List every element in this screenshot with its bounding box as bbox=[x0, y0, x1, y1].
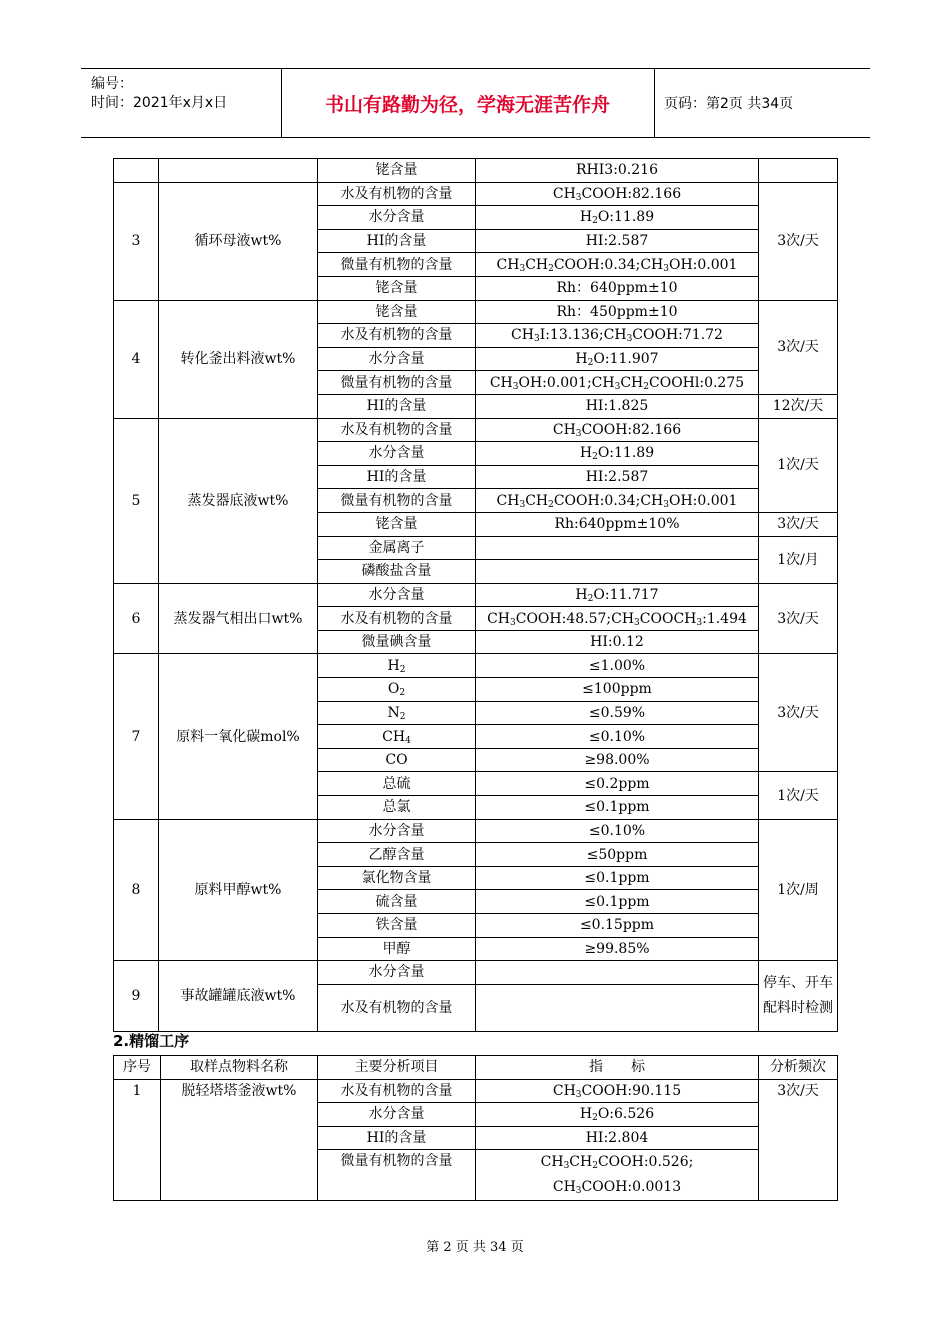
spec-cell: HI:1.825 bbox=[476, 394, 759, 418]
section-title: 2.精馏工序 bbox=[113, 1032, 190, 1050]
spec-cell: $CH_3COOH:48.57;CH_3COOCH_3:1.494$ bbox=[476, 607, 759, 631]
table-row bbox=[114, 418, 838, 442]
header-meta bbox=[81, 69, 282, 137]
frequency-cell: 3次/天 bbox=[759, 512, 838, 536]
spec-cell bbox=[476, 560, 759, 584]
item-cell: 水及有机物的含量 bbox=[318, 418, 476, 442]
table-row bbox=[114, 583, 838, 607]
row-number: 9 bbox=[114, 961, 159, 1032]
sample-name: 脱轻塔塔釜液wt% bbox=[161, 1079, 318, 1201]
item-cell: 水及有机物的含量 bbox=[318, 1079, 476, 1103]
item-cell: 微量有机物的含量 bbox=[318, 371, 476, 395]
item-cell: $N_2$ bbox=[318, 701, 476, 725]
spec-cell: $CH_3OH:0.001;CH_3CH_2COOHl:0.275$ bbox=[476, 371, 759, 395]
spec-cell: $H_2O:6.526$ bbox=[476, 1103, 759, 1127]
spec-cell: $CH_3I:13.136;CH_3COOH:71.72$ bbox=[476, 324, 759, 348]
item-cell: 水分含量 bbox=[318, 1103, 476, 1127]
frequency-cell: 12次/天 bbox=[759, 394, 838, 418]
table-row bbox=[114, 654, 838, 678]
spec-cell: ≤1.00% bbox=[476, 654, 759, 678]
frequency-cell: 3次/天 bbox=[759, 654, 838, 772]
row-number: 5 bbox=[114, 418, 159, 583]
item-cell: HI的含量 bbox=[318, 465, 476, 489]
item-cell: 磷酸盐含量 bbox=[318, 560, 476, 584]
item-cell: 总氯 bbox=[318, 796, 476, 820]
row-number: 7 bbox=[114, 654, 159, 819]
item-cell: 硫含量 bbox=[318, 890, 476, 914]
item-cell: 乙醇含量 bbox=[318, 843, 476, 867]
table-row bbox=[114, 819, 838, 843]
row-number: 4 bbox=[114, 300, 159, 418]
spec-cell: Rh：640ppm±10 bbox=[476, 276, 759, 300]
sample-name: 原料一氧化碳mol% bbox=[159, 654, 318, 819]
item-cell: HI的含量 bbox=[318, 229, 476, 253]
item-cell: 铑含量 bbox=[318, 159, 476, 183]
item-cell: 水分含量 bbox=[318, 347, 476, 371]
item-cell: 微量有机物的含量 bbox=[318, 1150, 476, 1201]
table-row bbox=[114, 961, 838, 985]
spec-cell: HI:2.587 bbox=[476, 465, 759, 489]
spec-cell: ≤0.59% bbox=[476, 701, 759, 725]
spec-cell: Rh:640ppm±10% bbox=[476, 512, 759, 536]
header-cell: 分析频次 bbox=[759, 1056, 838, 1080]
header-cell: 取样点物料名称 bbox=[161, 1056, 318, 1080]
spec-cell: $H_2O:11.717$ bbox=[476, 583, 759, 607]
spec-cell bbox=[476, 536, 759, 560]
sample-name: 蒸发器底液wt% bbox=[159, 418, 318, 583]
item-cell: HI的含量 bbox=[318, 1126, 476, 1150]
spec-cell: HI:2.804 bbox=[476, 1126, 759, 1150]
table-row bbox=[114, 159, 838, 183]
item-cell: 微量有机物的含量 bbox=[318, 489, 476, 513]
document-number: 编号： bbox=[91, 76, 133, 92]
item-cell: 微量有机物的含量 bbox=[318, 253, 476, 277]
item-cell: $O_2$ bbox=[318, 678, 476, 702]
sample-name: 转化釜出料液wt% bbox=[159, 300, 318, 418]
spec-cell: ≤50ppm bbox=[476, 843, 759, 867]
page-footer: 第 2 页 共 34 页 bbox=[426, 1240, 524, 1255]
frequency-cell: 3次/天 bbox=[759, 300, 838, 394]
analysis-table-distillation bbox=[113, 1055, 838, 1201]
spec-cell: ≤0.1ppm bbox=[476, 890, 759, 914]
sample-name: 蒸发器气相出口wt% bbox=[159, 583, 318, 654]
spec-cell: $CH_3COOH:82.166$ bbox=[476, 182, 759, 206]
spec-cell: ≤0.15ppm bbox=[476, 914, 759, 938]
header-cell: 序号 bbox=[114, 1056, 161, 1080]
item-cell: 水分含量 bbox=[318, 819, 476, 843]
item-cell: 水及有机物的含量 bbox=[318, 182, 476, 206]
item-cell: 水及有机物的含量 bbox=[318, 984, 476, 1031]
item-cell: $H_2$ bbox=[318, 654, 476, 678]
frequency-cell: 3次/天 bbox=[759, 182, 838, 300]
frequency-cell: 3次/天 bbox=[759, 583, 838, 654]
spec-cell bbox=[476, 961, 759, 985]
sample-name: 事故罐罐底液wt% bbox=[159, 961, 318, 1032]
header-motto: 书山有路勤为径，学海无涯苦作舟 bbox=[281, 69, 655, 137]
row-number: 1 bbox=[114, 1079, 161, 1201]
row-number: 6 bbox=[114, 583, 159, 654]
item-cell: $CH_4$ bbox=[318, 725, 476, 749]
header-page-number: 页码：第2页 共34页 bbox=[664, 96, 794, 112]
item-cell: CO bbox=[318, 748, 476, 772]
item-cell: 水及有机物的含量 bbox=[318, 607, 476, 631]
table-row bbox=[114, 182, 838, 206]
item-cell: 微量碘含量 bbox=[318, 630, 476, 654]
sample-name: 循环母液wt% bbox=[159, 182, 318, 300]
spec-cell: ≤0.1ppm bbox=[476, 866, 759, 890]
sample-name: 原料甲醇wt% bbox=[159, 819, 318, 961]
spec-cell: ≤0.10% bbox=[476, 725, 759, 749]
table-header-row bbox=[114, 1056, 838, 1080]
spec-cell: $H_2O:11.89$ bbox=[476, 442, 759, 466]
frequency-cell: 1次/月 bbox=[759, 536, 838, 583]
spec-cell: $CH_3CH_2COOH:0.34;CH_3OH:0.001$ bbox=[476, 489, 759, 513]
spec-cell: HI:0.12 bbox=[476, 630, 759, 654]
spec-cell: $H_2O:11.907$ bbox=[476, 347, 759, 371]
spec-cell bbox=[476, 984, 759, 1031]
row-number: 8 bbox=[114, 819, 159, 961]
header-cell: 指 标 bbox=[476, 1056, 759, 1080]
item-cell: 金属离子 bbox=[318, 536, 476, 560]
item-cell: 总硫 bbox=[318, 772, 476, 796]
spec-cell: HI:2.587 bbox=[476, 229, 759, 253]
row-number: 3 bbox=[114, 182, 159, 300]
spec-cell: $CH_3CH_2COOH:0.34;CH_3OH:0.001$ bbox=[476, 253, 759, 277]
spec-cell: ≤100ppm bbox=[476, 678, 759, 702]
item-cell: 氯化物含量 bbox=[318, 866, 476, 890]
spec-cell: Rh：450ppm±10 bbox=[476, 300, 759, 324]
item-cell: 铁含量 bbox=[318, 914, 476, 938]
spec-cell: $CH_3COOH:90.115$ bbox=[476, 1079, 759, 1103]
spec-cell: ≤0.10% bbox=[476, 819, 759, 843]
spec-cell: $CH_3COOH:82.166$ bbox=[476, 418, 759, 442]
table-row bbox=[114, 300, 838, 324]
table-row bbox=[114, 1079, 838, 1103]
item-cell: 水分含量 bbox=[318, 583, 476, 607]
item-cell: 水分含量 bbox=[318, 206, 476, 230]
spec-cell: RHI3:0.216 bbox=[476, 159, 759, 183]
frequency-cell: 1次/天 bbox=[759, 418, 838, 512]
frequency-cell: 停车、开车配料时检测 bbox=[759, 961, 838, 1032]
item-cell: HI的含量 bbox=[318, 394, 476, 418]
spec-cell: $CH_3CH_2COOH:0.526$; $CH_3COOH:0.0013$ bbox=[476, 1150, 759, 1201]
page-header bbox=[81, 68, 870, 138]
item-cell: 铑含量 bbox=[318, 276, 476, 300]
spec-cell: ≤0.2ppm bbox=[476, 772, 759, 796]
frequency-cell: 1次/天 bbox=[759, 772, 838, 819]
spec-cell: ≥99.85% bbox=[476, 937, 759, 961]
analysis-table-reaction bbox=[113, 158, 838, 1032]
item-cell: 铑含量 bbox=[318, 300, 476, 324]
document-date: 时间：2021年x月x日 bbox=[91, 95, 228, 111]
spec-cell: ≤0.1ppm bbox=[476, 796, 759, 820]
item-cell: 水及有机物的含量 bbox=[318, 324, 476, 348]
frequency-cell: 1次/周 bbox=[759, 819, 838, 961]
item-cell: 甲醇 bbox=[318, 937, 476, 961]
item-cell: 水分含量 bbox=[318, 961, 476, 985]
header-cell: 主要分析项目 bbox=[318, 1056, 476, 1080]
item-cell: 铑含量 bbox=[318, 512, 476, 536]
frequency-cell: 3次/天 bbox=[759, 1079, 838, 1201]
spec-cell: ≥98.00% bbox=[476, 748, 759, 772]
item-cell: 水分含量 bbox=[318, 442, 476, 466]
spec-cell: $H_2O:11.89$ bbox=[476, 206, 759, 230]
